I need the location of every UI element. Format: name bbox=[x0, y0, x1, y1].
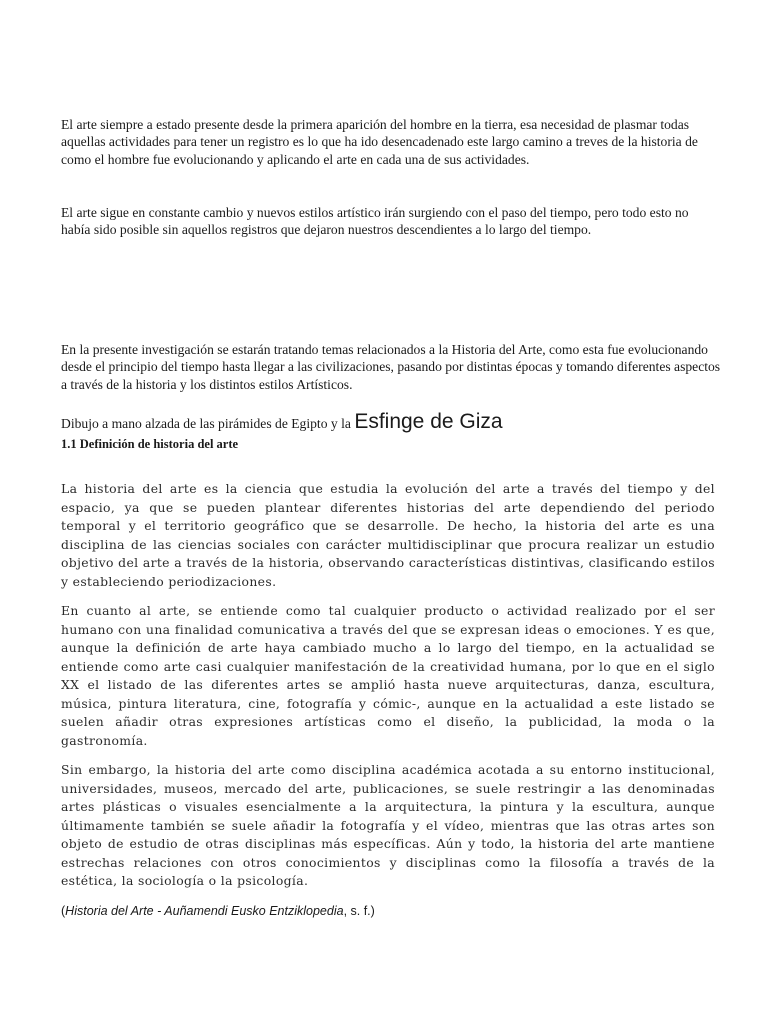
body-paragraph-1: La historia del arte es la ciencia que estudia la evolución del arte a través del tiempo y del espacio, ya que se pueden plantear diferentes historias del arte dependiendo del periodo temporal y el territorio geográfico que se desarrolle. De hecho, la historia del arte es una disciplina de las ciencias sociales con carácter multidisciplinar que procura realizar un estudio objetivo del arte a través de la historia, observando características distintivas, clasificando estilos y estableciendo periodizaciones. bbox=[61, 481, 715, 589]
citation bbox=[61, 903, 375, 919]
caption-text: Dibujo a mano alzada de las pirámides de Egipto y la bbox=[61, 416, 355, 431]
body-paragraph-2: En cuanto al arte, se entiende como tal cualquier producto o actividad realizado por el ser humano con una finalidad comunicativa a través del que se expresan ideas o emociones. Y es que, aunque la definición de arte haya cambiado mucho a lo largo del tiempo, en la actualidad se entiende como arte casi cualquier manifestación de la creatividad humana, por lo que en el siglo XX el listado de las diferentes artes se amplió hasta nueve arquitecturas, danza, escultura, música, pintura literatura, cine, fotografía y cómic-, aunque en la actualidad a este listado se suelen añadir otras expresiones artísticas como el diseño, la publicidad, la moda o la gastronomía. bbox=[61, 603, 715, 748]
citation-open: ( bbox=[61, 904, 66, 918]
intro-paragraph-3: En la presente investigación se estarán tratando temas relacionados a la Historia del Arte, como esta fue evolucionando desde el principio del tiempo hasta llegar a las civilizaciones, pasando por distintas épocas y tomando diferentes aspectos a través de la historia y los distintos estilos Artísticos. bbox=[61, 342, 721, 392]
body-paragraph-3: Sin embargo, la historia del arte como disciplina académica acotada a su entorno institucional, universidades, museos, mercado del arte, publicaciones, se suele restringir a las denominadas artes plásticas o visuales esencialmente a la arquitectura, la pintura y la escultura, aunque últimamente también se suele añadir la fotografía y el vídeo, mientras que las otras artes son objeto de estudio de otras disciplinas más específicas. Aún y todo, la historia del arte mantiene estrechas relaciones con otros conocimientos y disciplinas como la filosofía a través de la estética, la sociología o la psicología. bbox=[61, 762, 715, 888]
intro-paragraph-1: El arte siempre a estado presente desde la primera aparición del hombre en la tierra, esa necesidad de plasmar todas aquellas actividades para tener un registro es lo que ha ido desencadenado este largo camino a treves de la historia de como el hombre fue evolucionando y aplicando el arte en cada una de sus actividades. bbox=[61, 117, 698, 167]
intro-paragraph-2: El arte sigue en constante cambio y nuevos estilos artístico irán surgiendo con el paso del tiempo, pero todo esto no había sido posible sin aquellos registros que dejaron nuestros descendientes a lo largo del tiempo. bbox=[61, 205, 689, 238]
image-caption bbox=[61, 410, 741, 436]
section-heading: 1.1 Definición de historia del arte bbox=[61, 437, 239, 451]
citation-rest: , s. f.) bbox=[343, 904, 375, 918]
caption-large-text: Esfinge de Giza bbox=[354, 410, 503, 433]
citation-title: Historia del Arte - Auñamendi Eusko Entziklopedia bbox=[65, 904, 344, 918]
